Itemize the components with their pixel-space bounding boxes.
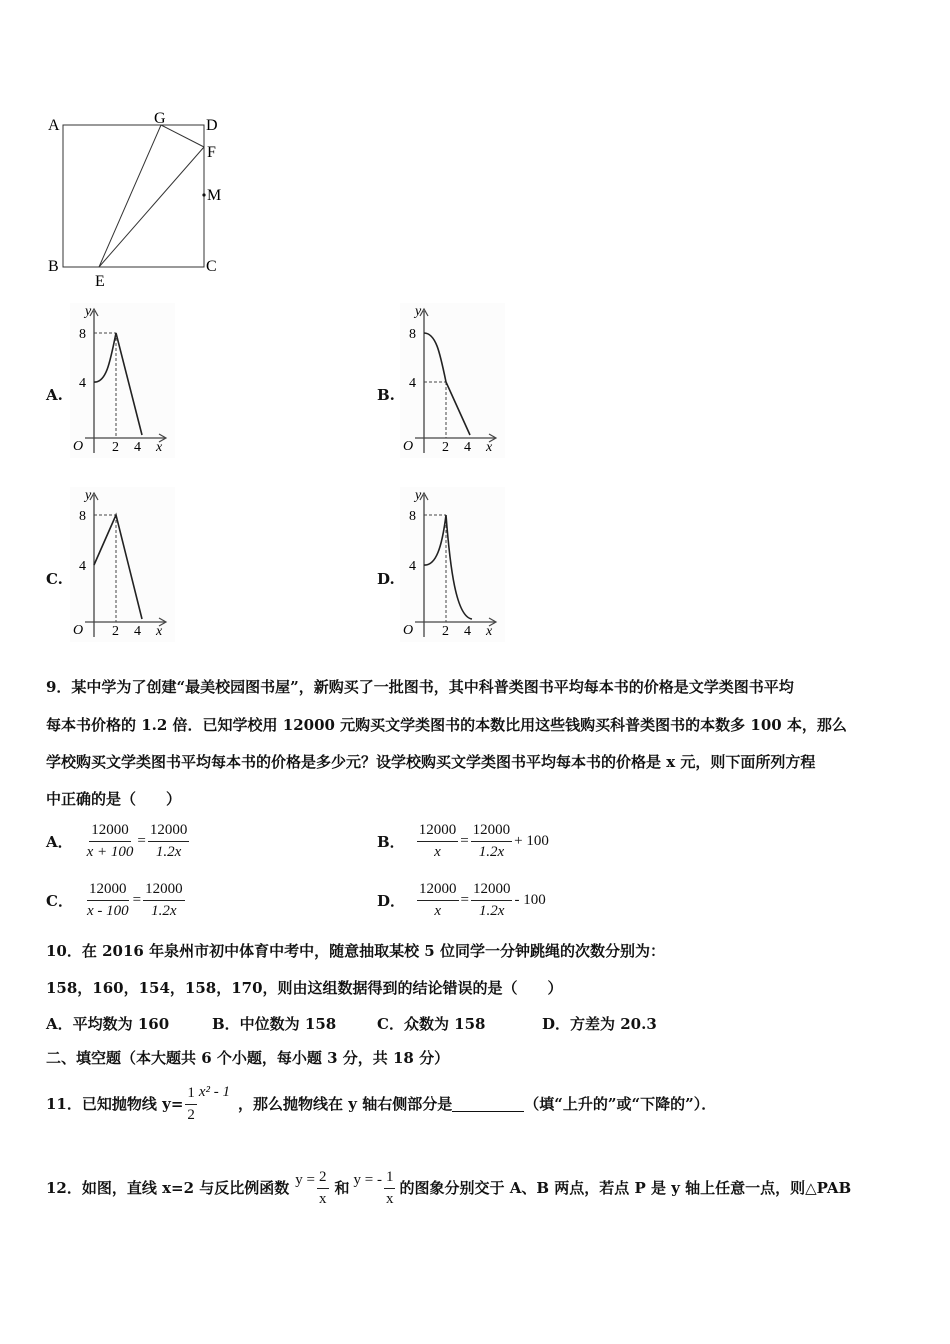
option-letter: A． (46, 833, 73, 851)
label-f: F (207, 144, 216, 161)
x-tick-4: 4 (134, 624, 141, 639)
y-tick-8: 8 (79, 509, 86, 524)
y-axis-label: y (415, 304, 422, 319)
option-letter: D． (377, 892, 406, 910)
fraction-left (417, 881, 459, 920)
q8-option-a-label: A. (46, 386, 63, 404)
answer-blank[interactable] (452, 1097, 524, 1112)
q8-option-b-label: B. (377, 386, 395, 404)
label-g: G (154, 110, 166, 127)
x-tick-2: 2 (442, 440, 449, 455)
q10-option-c: C．众数为 158 (377, 1015, 486, 1033)
q9-option-a (46, 822, 189, 861)
q12 (46, 1158, 851, 1218)
q10-option-d: D．方差为 20.3 (542, 1015, 657, 1033)
label-a: A (48, 117, 60, 134)
segment-gf (161, 125, 204, 147)
x-axis-label: x (156, 624, 163, 639)
label-m: M (207, 187, 222, 204)
y-tick-8: 8 (409, 327, 416, 342)
option-letter: B． (377, 833, 405, 851)
tail-term: + 100 (514, 833, 549, 849)
q11-expression: x² - 1 (198, 1083, 231, 1100)
label-c: C (206, 258, 217, 275)
y-axis-label: y (415, 488, 422, 503)
fraction-left (417, 822, 459, 861)
point-m (202, 193, 205, 196)
x-tick-2: 2 (442, 624, 449, 639)
origin-label: O (403, 439, 414, 454)
denominator: x (385, 1190, 394, 1207)
q9-option-c (46, 881, 185, 920)
origin-label: O (403, 623, 414, 638)
denominator: 1.2x (151, 903, 177, 919)
fraction-right (471, 822, 513, 861)
q12-func2-fraction (384, 1169, 396, 1208)
denominator: x + 100 (86, 844, 134, 860)
q9-line-2: 每本书价格的 1.2 倍．已知学校用 12000 元购买文学类图书的本数比用这些钱购买科普类图书的本数多 100 本，那么 (46, 716, 847, 734)
q12-func1-fraction (317, 1169, 329, 1208)
equals-sign: = (460, 833, 469, 849)
y-tick-4: 4 (409, 376, 416, 391)
x-axis-label: x (156, 440, 163, 455)
q9-line-1: 9．某中学为了创建“最美校园图书屋”，新购买了一批图书，其中科普类图书平均每本书的价格是文学类图书平均 (46, 678, 794, 696)
denominator: x - 100 (86, 903, 129, 919)
q9-line-4: 中正确的是（ ） (46, 790, 182, 808)
q12-func1-lhs: y = (295, 1171, 315, 1188)
y-tick-4: 4 (79, 376, 86, 391)
numerator: 12000 (417, 881, 459, 901)
y-tick-8: 8 (409, 509, 416, 524)
q8-graph-a (70, 303, 175, 458)
option-letter: C． (46, 892, 73, 910)
tail-term: - 100 (514, 892, 546, 908)
numerator: 12000 (148, 822, 190, 842)
q10-line-1: 10．在 2016 年泉州市初中体育中考中，随意抽取某校 5 位同学一分钟跳绳的次数分别为： (46, 942, 665, 960)
q9-option-b (377, 822, 549, 861)
q12-and: 和 (334, 1179, 350, 1197)
fraction-left (85, 881, 131, 920)
origin-label: O (73, 623, 84, 638)
q11 (46, 1074, 716, 1134)
fraction-right (148, 822, 190, 861)
y-axis-label: y (85, 304, 92, 319)
denominator: 2 (187, 1106, 195, 1123)
q12-func2-lhs: y = - (353, 1171, 382, 1188)
numerator: 1 (185, 1085, 197, 1105)
q8-graph-d (400, 487, 505, 642)
y-tick-4: 4 (409, 559, 416, 574)
denominator: 1.2x (478, 844, 505, 860)
x-tick-4: 4 (464, 440, 471, 455)
q8-option-d-label: D. (377, 570, 395, 588)
numerator: 12000 (471, 881, 513, 901)
denominator: 1.2x (155, 844, 182, 860)
fraction-right (471, 881, 513, 920)
q9-line-3: 学校购买文学类图书平均每本书的价格是多少元？设学校购买文学类图书平均每本书的价格是 x 元，则下面所列方程 (46, 753, 816, 771)
x-axis-label: x (486, 624, 493, 639)
equals-sign: = (460, 892, 469, 908)
y-tick-4: 4 (79, 559, 86, 574)
origin-label: O (73, 439, 84, 454)
x-axis-label: x (486, 440, 493, 455)
label-b: B (48, 258, 59, 275)
y-tick-8: 8 (79, 327, 86, 342)
denominator: x (434, 903, 442, 919)
equals-sign: = (137, 833, 146, 849)
denominator: x (319, 1190, 327, 1207)
segment-ef (99, 147, 204, 267)
equals-sign: = (132, 892, 142, 908)
x-tick-2: 2 (112, 624, 119, 639)
square-figure (40, 105, 240, 295)
q11-suffix: ，那么抛物线在 y 轴右侧部分是 (238, 1095, 453, 1113)
q12-prefix: 12．如图，直线 x=2 与反比例函数 (46, 1179, 290, 1197)
y-axis-label: y (85, 488, 92, 503)
q8-graph-c (70, 487, 175, 642)
q10-line-2: 158，160，154，158，170，则由这组数据得到的结论错误的是（ ） (46, 979, 563, 997)
x-tick-2: 2 (112, 440, 119, 455)
q11-suffix-2: （填“上升的”或“下降的”）． (524, 1095, 717, 1113)
q12-suffix: 的图象分别交于 A、B 两点，若点 P 是 y 轴上任意一点，则△PAB (399, 1179, 852, 1197)
x-tick-4: 4 (464, 624, 471, 639)
numerator: 2 (317, 1169, 329, 1189)
q8-graph-b (400, 303, 505, 458)
fraction-right (143, 881, 185, 920)
q10-option-b: B．中位数为 158 (212, 1015, 337, 1033)
numerator: 12000 (417, 822, 459, 842)
segment-eg (99, 125, 161, 267)
label-e: E (95, 273, 105, 290)
numerator: 12000 (89, 822, 131, 842)
numerator: 12000 (143, 881, 185, 901)
x-tick-4: 4 (134, 440, 141, 455)
denominator: 1.2x (479, 903, 505, 919)
q8-option-c-label: C. (46, 570, 63, 588)
fraction-left (85, 822, 136, 861)
q11-fraction (185, 1085, 197, 1124)
q11-prefix: 11．已知抛物线 y= (46, 1095, 184, 1113)
square-abcd (63, 125, 204, 267)
numerator: 1 (384, 1169, 396, 1189)
q10-option-a: A．平均数为 160 (46, 1015, 170, 1033)
denominator: x (434, 844, 441, 860)
section-heading: 二、填空题（本大题共 6 个小题，每小题 3 分，共 18 分） (46, 1049, 450, 1067)
q9-option-d (377, 881, 546, 920)
numerator: 12000 (471, 822, 513, 842)
label-d: D (206, 117, 218, 134)
numerator: 12000 (87, 881, 129, 901)
